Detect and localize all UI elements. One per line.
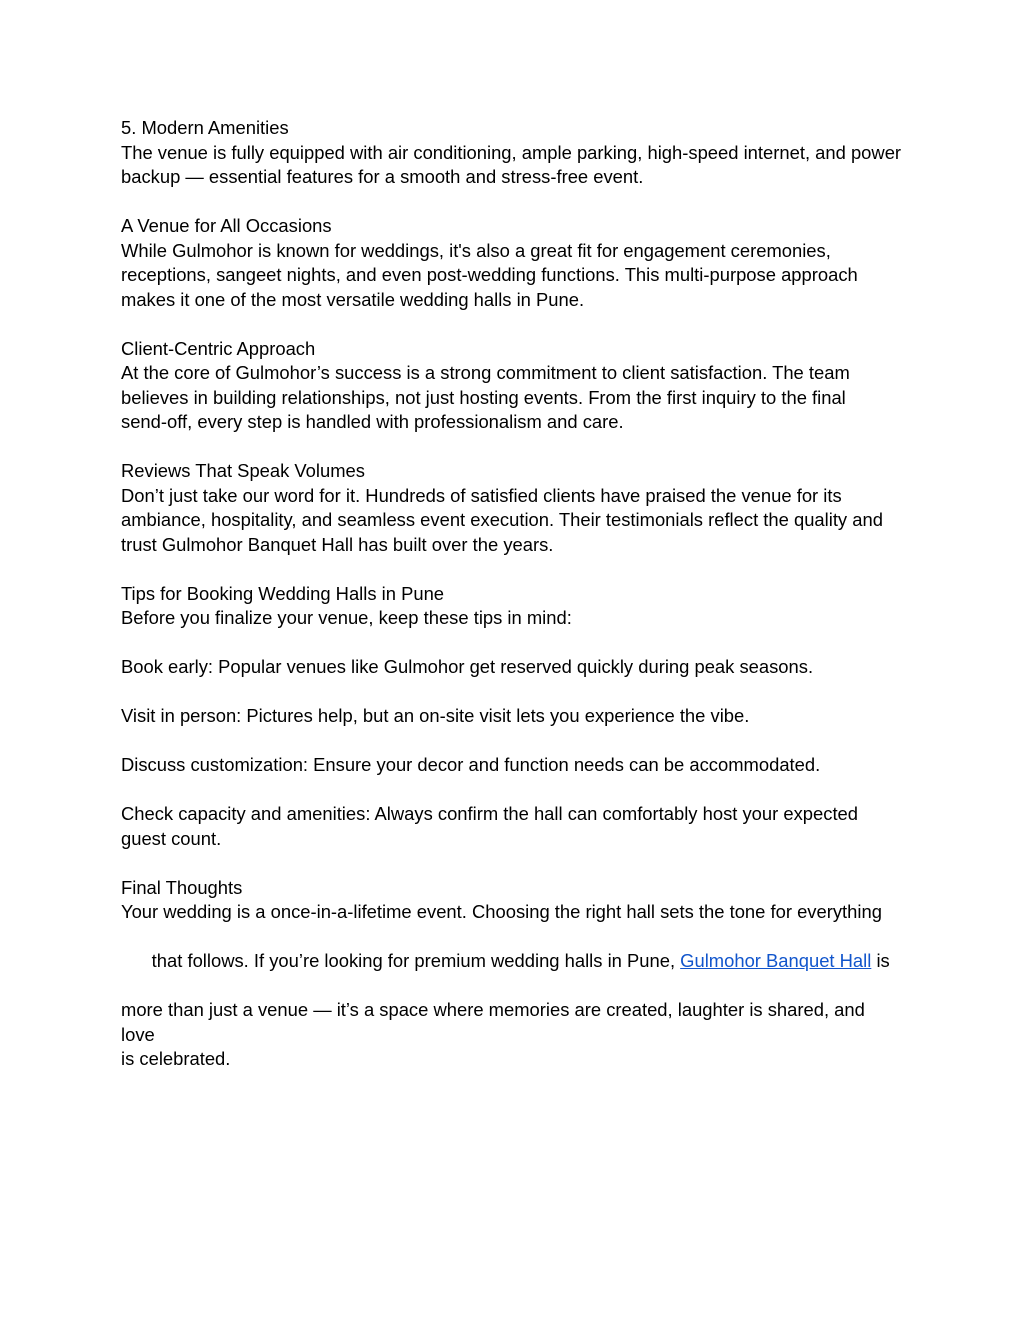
text-line: Before you finalize your venue, keep these tips in mind: — [121, 607, 572, 628]
text-line: receptions, sangeet nights, and even post-wedding functions. This multi-purpose approach — [121, 264, 858, 285]
section-heading: 5. Modern Amenities — [121, 117, 289, 138]
text-line: Visit in person: Pictures help, but an on-site visit lets you experience the vibe. — [121, 705, 750, 726]
text-line: While Gulmohor is known for weddings, it's also a great fit for engagement ceremonies, — [121, 239, 831, 261]
section-reviews — [121, 459, 903, 557]
text-line: guest count. — [121, 827, 222, 849]
section-venue-for-all-occasions — [121, 214, 903, 312]
section-modern-amenities — [121, 116, 903, 190]
gulmohor-banquet-hall-link[interactable]: Gulmohor Banquet Hall — [680, 950, 872, 971]
tip-check-capacity — [121, 802, 903, 851]
section-heading: Reviews That Speak Volumes — [121, 460, 365, 481]
section-heading: Final Thoughts — [121, 876, 243, 898]
section-client-centric-approach — [121, 337, 903, 435]
text-line: ambiance, hospitality, and seamless event execution. Their testimonials reflect the quality and — [121, 509, 883, 530]
section-heading: Client-Centric Approach — [121, 337, 316, 359]
text-line: The venue is fully equipped with air conditioning, ample parking, high-speed internet, and power — [121, 141, 902, 163]
text-line: Check capacity and amenities: Always confirm the hall can comfortably host your expected — [121, 803, 859, 824]
text-line: At the core of Gulmohor’s success is a strong commitment to client satisfaction. The team — [121, 362, 850, 383]
text-line: Book early: Popular venues like Gulmohor get reserved quickly during peak seasons. — [121, 656, 814, 677]
text-line: more than just a venue — it’s a space where memories are created, laughter is shared, and love — [121, 999, 870, 1045]
text-line: Your wedding is a once-in-a-lifetime event. Choosing the right hall sets the tone for everything — [121, 901, 882, 922]
text-line: Discuss customization: Ensure your decor and function needs can be accommodated. — [121, 754, 821, 775]
section-final-thoughts — [121, 876, 903, 1072]
text-line: believes in building relationships, not just hosting events. From the first inquiry to the final — [121, 386, 846, 408]
text-line: makes it one of the most versatile wedding halls in Pune. — [121, 288, 585, 310]
section-booking-tips — [121, 582, 903, 631]
text-line: backup — essential features for a smooth and stress-free event. — [121, 166, 644, 187]
text-line: send-off, every step is handled with professionalism and care. — [121, 411, 624, 432]
link-line-post-text: is — [871, 950, 890, 971]
text-line: trust Gulmohor Banquet Hall has built over the years. — [121, 533, 554, 555]
tip-visit-in-person — [121, 704, 903, 729]
tip-discuss-customization — [121, 753, 903, 778]
text-line: Don’t just take our word for it. Hundreds of satisfied clients have praised the venue for its — [121, 484, 842, 506]
section-heading: A Venue for All Occasions — [121, 215, 332, 236]
section-heading: Tips for Booking Wedding Halls in Pune — [121, 582, 445, 604]
text-line-with-link — [121, 925, 903, 999]
tip-book-early — [121, 655, 903, 680]
link-line-pre-text: that follows. If you’re looking for premium wedding halls in Pune, — [151, 950, 681, 971]
text-line: is celebrated. — [121, 1048, 231, 1069]
